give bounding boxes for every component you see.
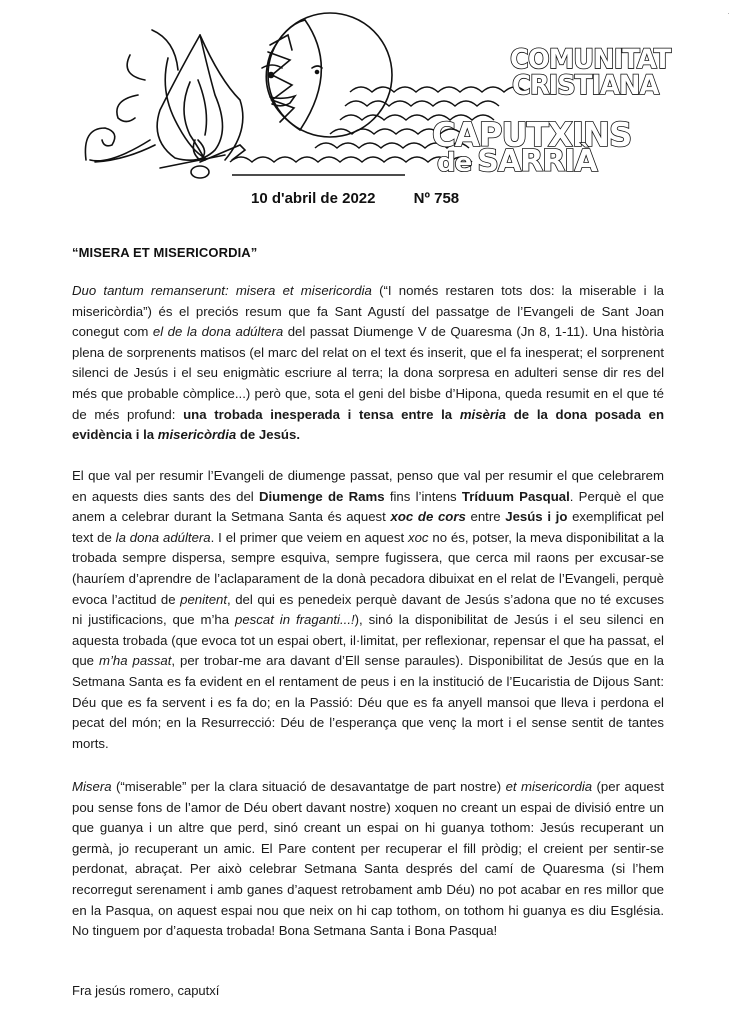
issue-number: Nº 758: [413, 190, 460, 207]
emphasis-run: misèria: [459, 406, 507, 422]
paragraph-3: [72, 777, 664, 942]
emphasis-run: pescat in fraganti...!: [235, 612, 355, 628]
logo-de-sarria: [437, 144, 597, 179]
emphasis-run: Diumenge de Rams: [258, 488, 385, 504]
dateline: [251, 190, 459, 207]
emphasis-run: de Jesús.: [236, 427, 300, 443]
emphasis-run: xoc: [407, 529, 429, 545]
swirl-stroke: [152, 30, 178, 70]
issue-date: 10 d'abril de 2022: [251, 190, 376, 207]
article-title: “MISERA ET MISERICORDIA”: [72, 245, 258, 260]
emphasis-run: et misericordia: [505, 779, 593, 794]
signature: Fra jesús romero, caputxí: [72, 983, 220, 998]
emphasis-run: Misera: [72, 779, 112, 794]
paragraph-2: [72, 466, 664, 754]
emphasis-run: penitent: [180, 591, 228, 607]
emphasis-run: la dona adúltera: [115, 529, 211, 545]
paragraph-text: Misera (“miserable” per la clara situació de desavantatge de part nostre) et misericordia (per aquest pou sense fons de l’amor de Déu obert davant nostre) xoquen no creant un espai de divisió entre un que guanya i un altre que perd, sinó creant un espai on hi guanya tothom: Jesús recuperant un germà, jo recuperant un amic. El Pare content per recuperar el fill pròdig; el creient per sentir-se perdonat, abraçat. Per això celebrar Setmana Santa després del camí de Quaresma (si l’hem recorregut serenament i amb ganes d’aquest retrobament amb Déu) no pot acabar en res millor que en la Pasqua, on aquest espai nou que neix on hi cap tothom, on tothom hi guanya es diu Església. No tinguem por d’aquesta trobada! Bona Setmana Santa i Bona Pasqua!: [72, 779, 665, 939]
emphasis-run: de la dona posada en evidència i la: [72, 406, 664, 443]
emphasis-run: una trobada inesperada i tensa entre la: [183, 406, 460, 422]
logo-cristiana: CRISTIANA: [512, 70, 659, 101]
scan-speck: ·: [727, 8, 730, 18]
emphasis-run: misericòrdia: [157, 427, 237, 443]
emphasis-run: Tríduum Pasqual: [461, 488, 570, 504]
logo-de: de: [437, 148, 472, 178]
paragraph-1: [72, 281, 664, 446]
emphasis-run: el de la dona adúltera: [152, 324, 284, 340]
paragraph-text: Duo tantum remanserunt: misera et misericordia (“I només restaren tots dos: la miserable i la misericòrdia”) és el preciós resum que fa Sant Agustí del passatge de l’Evangeli de Sant Joan conegut com el de la dona adúltera del passat Diumenge V de Quaresma (Jn 8, 1-11). Una història plena de sorprenents matisos (el marc del relat on el text és inserit, que el fa inesperat; el sorprenent silenci de Jesús i el seu enigmàtic escriure al terra; la dona sorpresa en adulteri sense dir res del més que probable còmplice...) però que, sota el geni del bisbe d’Hipona, queda resumit en el que té de més profund: una trobada inesperada i tensa entre la misèria de la dona posada en evidència i la misericòrdia de Jesús.: [72, 283, 664, 443]
emphasis-run: Jesús i jo: [505, 509, 568, 525]
emphasis-run: xoc de cors: [390, 509, 466, 525]
emphasis-run: m’ha passat: [98, 653, 172, 669]
emphasis-run: Duo tantum remanserunt: misera et misericordia: [72, 283, 372, 298]
logo-sarria: SARRIÀ: [477, 144, 597, 179]
paragraph-text: El que val per resumir l’Evangeli de diumenge passat, penso que val per resumir el que celebrarem en aquests dies sants des del Diumenge de Rams fins l’intens Tríduum Pasqual. Perquè el que anem a celebrar durant la Setmana Santa és aquest xoc de cors entre Jesús i jo exemplificat pel text de la dona adúltera. I el primer que veiem en aquest xoc no és, potser, la meva disponibilitat a la trobada sempre dispersa, sempre esquiva, sempre fugissera, que cerca mil raons per excusar-se (hauríem d’aprendre de l’aclaparament de la donà pecadora dibuixat en el relat de l’Evangeli, perquè evoca l’actitud de penitent, del qui es penedeix perquè davant de Jesús s’adona que no té excuses ni justificacions, que m’ha pescat in fraganti...!), sinó la disponibilitat de Jesús i el seu silenci en aquesta trobada (que evoca tot un espai obert, il·limitat, per reflexionar, repensar el que ha passat, el que m’ha passat, per trobar-me ara davant d’Ell sense paraules). Disponibilitat de Jesús que en la Setmana Santa es fa evident en el rentament de peus i en la institució de l’Eucaristia de Dijous Sant: Déu que es fa servent i es fa do; en la Passió: Déu que es fa anyell mansoi que lleva i perdona el pecat del món; en la Resurrecció: Déu de l’esperança que venç la mort i el sense sentit de tantes morts.: [72, 468, 664, 751]
logo-caputxins: CAPUTXINS: [432, 115, 632, 154]
logo-comunitat: COMUNITAT: [510, 44, 671, 75]
